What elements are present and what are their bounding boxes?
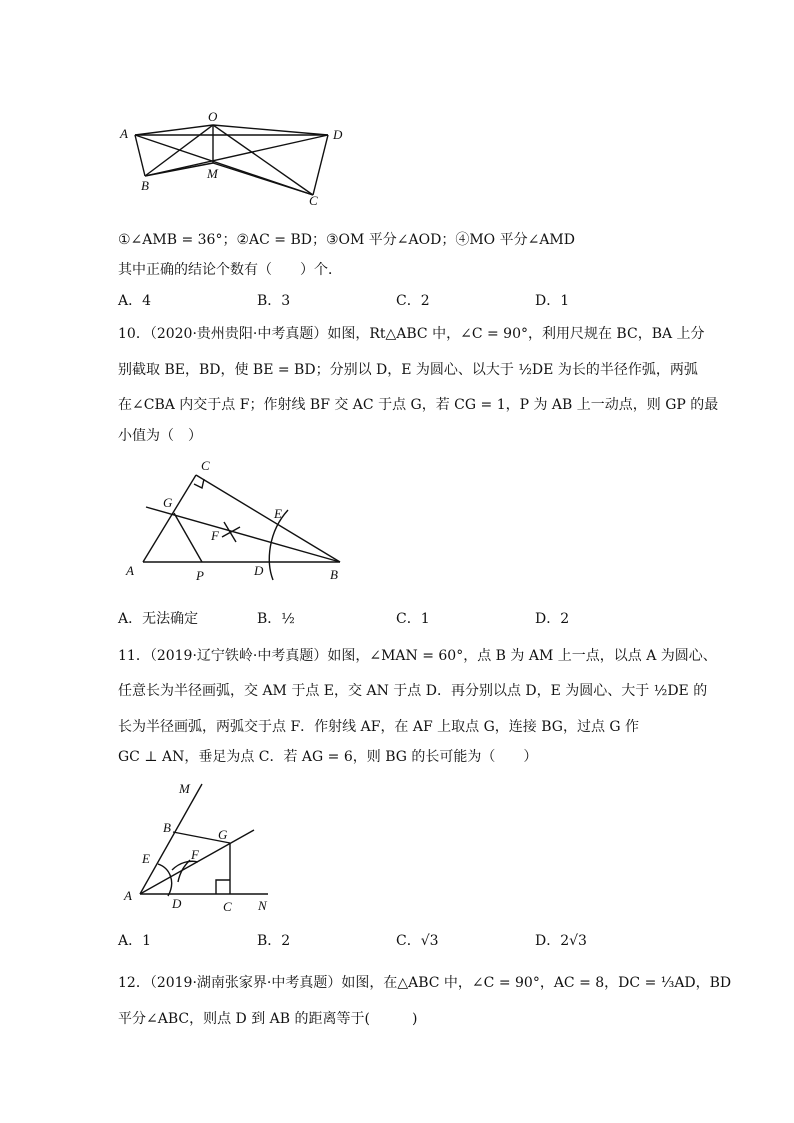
segment-ab xyxy=(135,135,145,176)
q10-option-d[interactable]: D．2 xyxy=(535,611,570,627)
label-d: D xyxy=(333,127,343,142)
q10-line-3: 在∠CBA 内交于点 F；作射线 BF 交 AC 于点 G，若 CG = 1，P 为 AB 上一动点，则 GP 的最 xyxy=(118,397,719,413)
q11-line-2: 任意长为半径画弧，交 AM 于点 E，交 AN 于点 D．再分别以点 D，E 为圆心、大于 ½DE 的 xyxy=(118,683,708,699)
label-a: A xyxy=(120,126,128,141)
label-a: A xyxy=(124,888,132,903)
q11-option-d[interactable]: D．2√3 xyxy=(535,933,587,949)
label-c: C xyxy=(309,193,318,208)
q11-figure xyxy=(118,774,288,914)
label-d: D xyxy=(254,563,264,578)
label-b: B xyxy=(141,178,149,193)
q10-option-a[interactable]: A．无法确定 xyxy=(118,611,199,627)
q11-option-c[interactable]: C．√3 xyxy=(396,933,439,949)
segment-cb xyxy=(196,475,340,562)
q10-line-1: 10．（2020·贵州贵阳·中考真题）如图，Rt△ABC 中，∠C = 90°，利用尺规在 BC，BA 上分 xyxy=(118,326,705,342)
right-angle-mark xyxy=(216,880,230,894)
label-g: G xyxy=(218,827,228,842)
q10-line-4: 小值为（ ） xyxy=(118,428,202,444)
label-g: G xyxy=(163,495,173,510)
q11-option-b[interactable]: B．2 xyxy=(257,933,291,949)
label-c: C xyxy=(223,899,232,914)
right-angle-mark xyxy=(194,479,204,488)
q9-statements: ①∠AMB = 36°；②AC = BD；③OM 平分∠AOD；④MO 平分∠AMD xyxy=(118,232,575,248)
q10-option-c[interactable]: C．1 xyxy=(396,611,430,627)
label-m: M xyxy=(179,781,190,796)
label-f: F xyxy=(191,847,199,862)
label-p: P xyxy=(196,568,204,583)
q9-option-b[interactable]: B．3 xyxy=(257,293,291,309)
label-n: N xyxy=(258,898,267,913)
segment-gp xyxy=(174,513,202,562)
q9-prompt: 其中正确的结论个数有（ ）个． xyxy=(118,262,342,278)
segment-od xyxy=(213,125,328,135)
label-f: F xyxy=(211,528,219,543)
q9-option-d[interactable]: D．1 xyxy=(535,293,570,309)
label-e: E xyxy=(142,851,150,866)
arc-f-2 xyxy=(222,527,240,537)
label-m: M xyxy=(207,166,218,181)
q11-line-1: 11．（2019·辽宁铁岭·中考真题）如图，∠MAN = 60°，点 B 为 AM 上一点，以点 A 为圆心、 xyxy=(118,648,717,664)
q10-option-b[interactable]: B．½ xyxy=(257,611,295,627)
q10-line-2: 别截取 BE，BD，使 BE = BD；分别以 D，E 为圆心、以大于 ½DE 为长的半径作弧，两弧 xyxy=(118,362,698,378)
segment-dc xyxy=(313,135,328,195)
q10-figure xyxy=(118,452,353,587)
label-o: O xyxy=(208,109,218,124)
q11-line-4: GC ⊥ AN，垂足为点 C．若 AG = 6，则 BG 的长可能为（ ） xyxy=(118,749,538,765)
q9-option-c[interactable]: C．2 xyxy=(396,293,430,309)
label-a: A xyxy=(126,563,134,578)
label-d: D xyxy=(172,896,182,911)
label-b: B xyxy=(330,567,338,582)
label-c: C xyxy=(201,458,210,473)
q9-option-a[interactable]: A．4 xyxy=(118,293,152,309)
q11-option-a[interactable]: A．1 xyxy=(118,933,152,949)
q11-line-3: 长为半径画弧，两弧交于点 F．作射线 AF，在 AF 上取点 G，连接 BG，过点 G 作 xyxy=(118,719,640,735)
q9-figure xyxy=(115,108,355,208)
q12-line-1: 12．（2019·湖南张家界·中考真题）如图，在△ABC 中，∠C = 90°，AC = 8，DC = ⅓AD，BD xyxy=(118,975,732,991)
label-e: E xyxy=(274,506,282,521)
label-b: B xyxy=(163,820,171,835)
q12-line-2: 平分∠ABC，则点 D 到 AB 的距离等于( ) xyxy=(118,1011,418,1027)
